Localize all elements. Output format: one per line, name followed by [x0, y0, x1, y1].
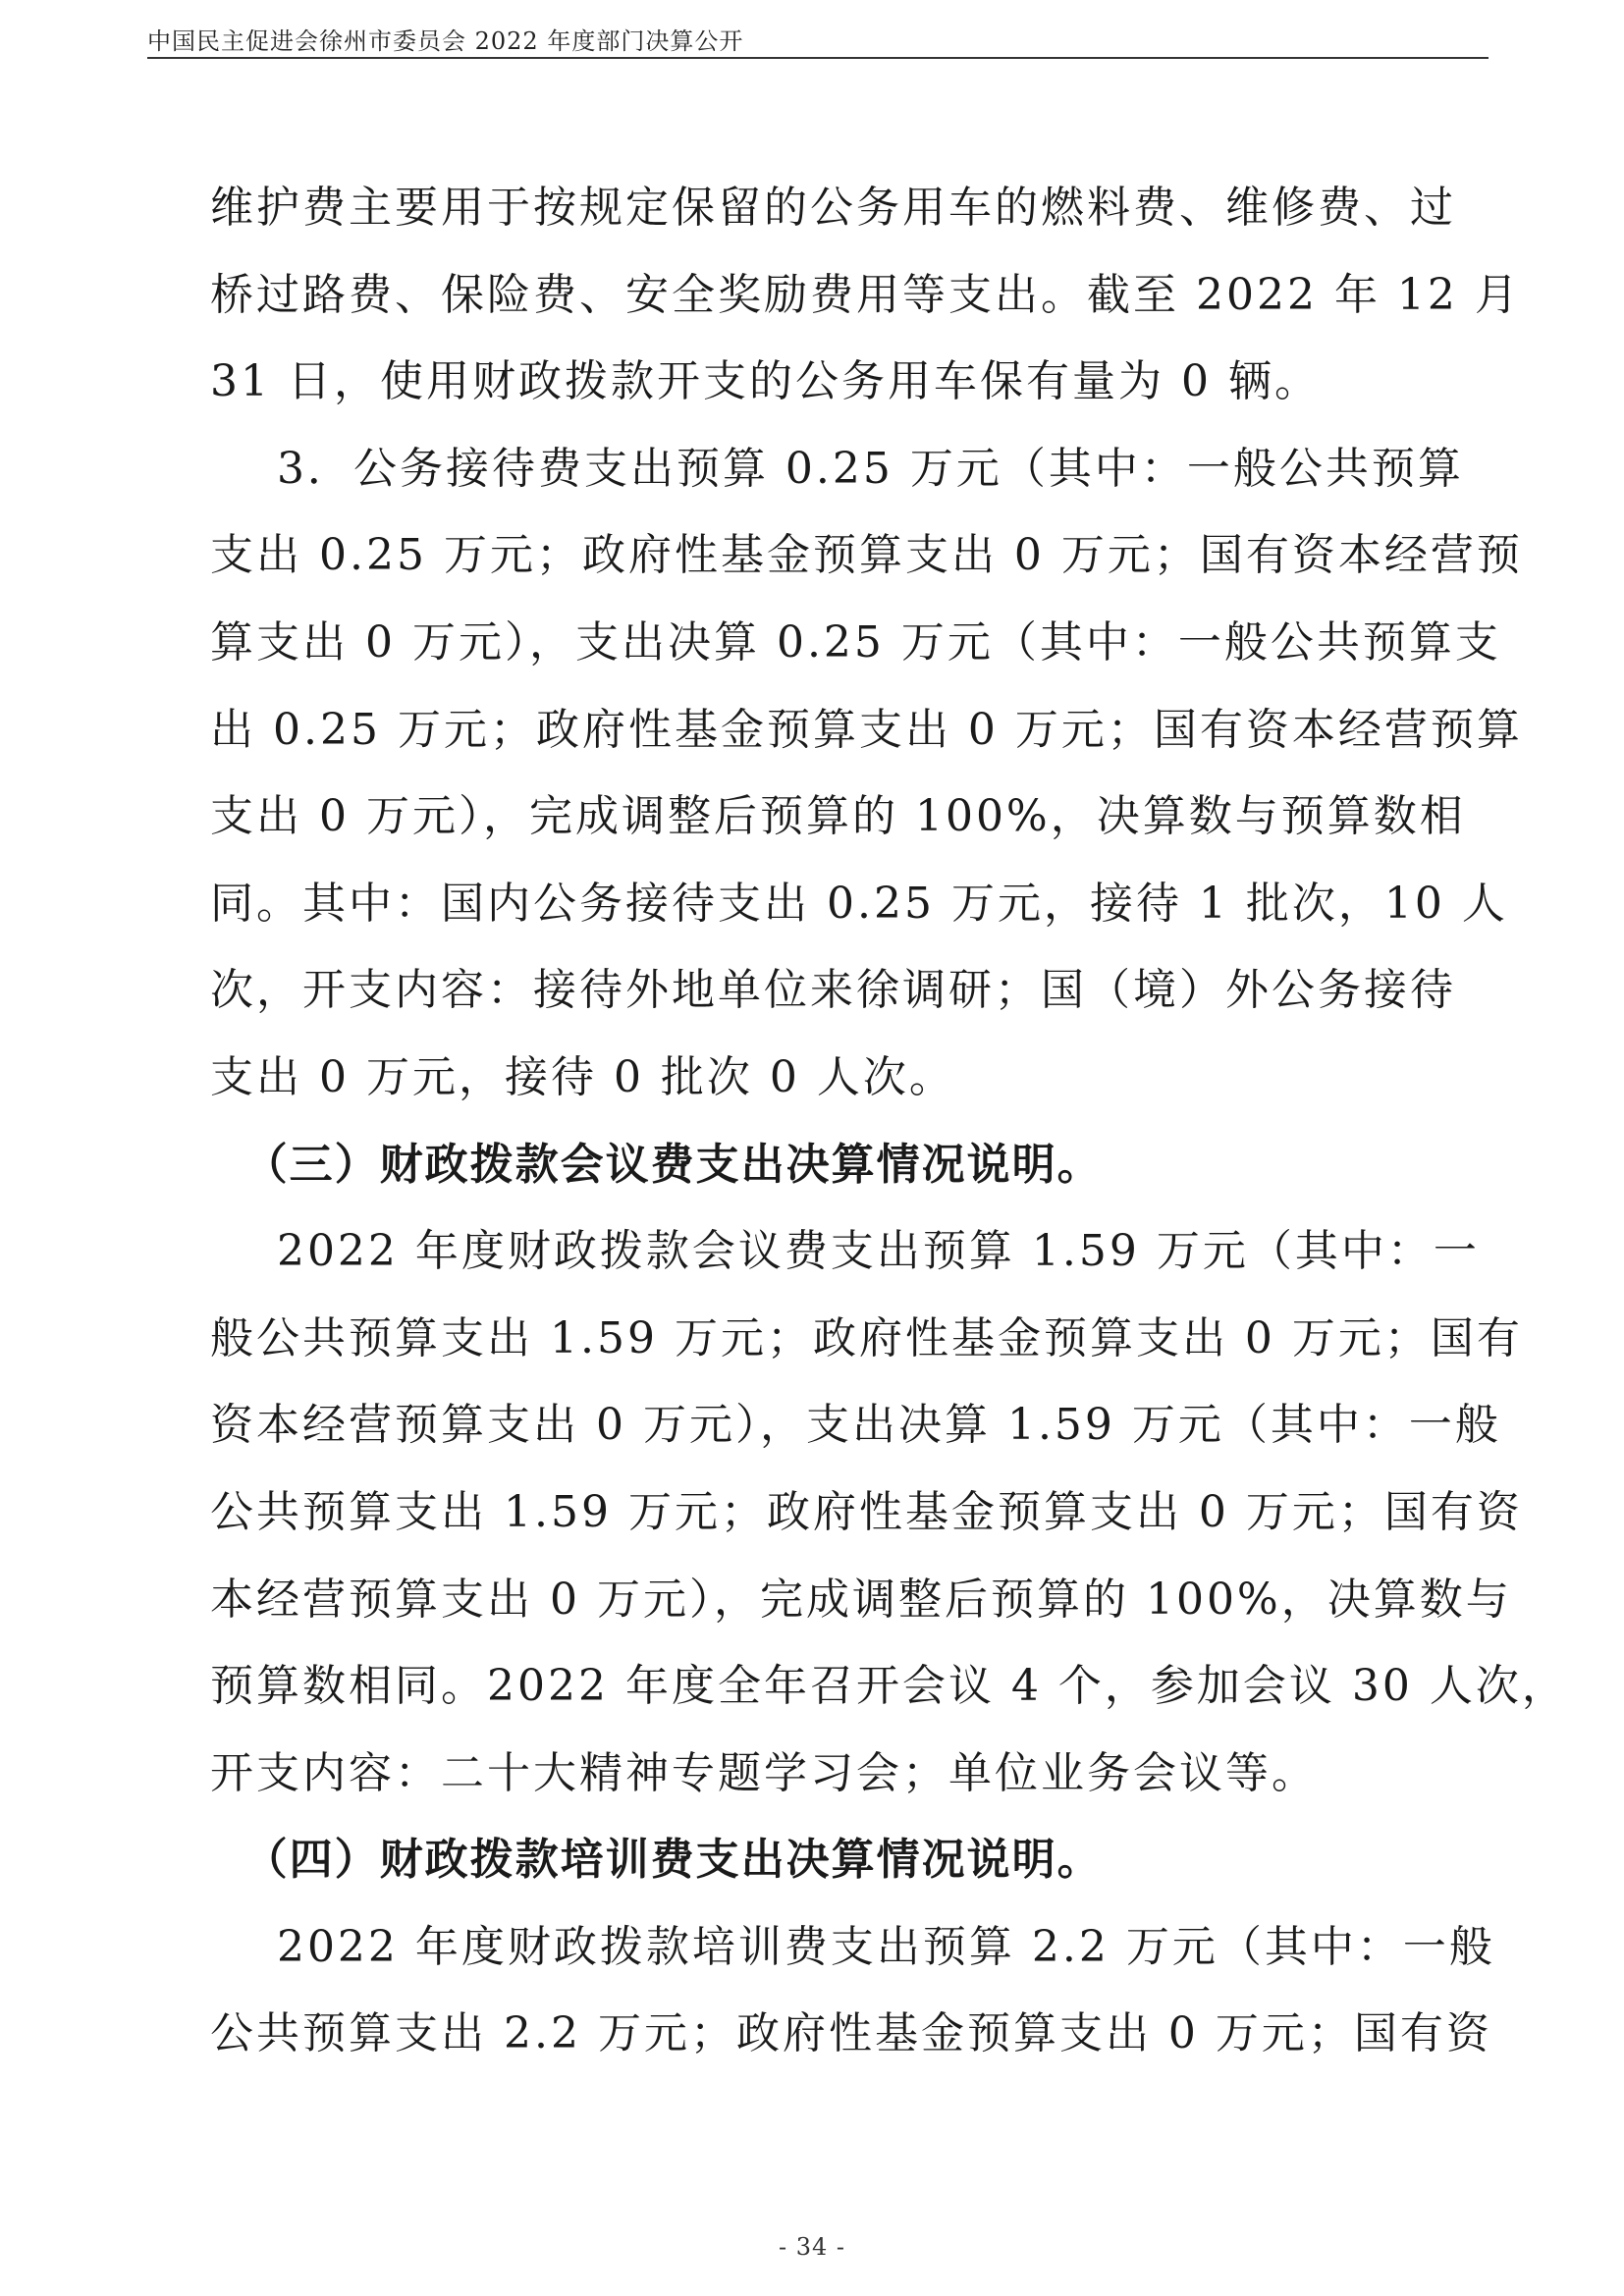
paragraph-line: 次，开支内容：接待外地单位来徐调研；国（境）外公务接待: [210, 965, 1456, 1016]
paragraph-line: 出 0.25 万元；政府性基金预算支出 0 万元；国有资本经营预算: [210, 704, 1523, 755]
section-heading-meeting-fees: （三）财政拨款会议费支出决算情况说明。: [210, 1139, 1103, 1190]
paragraph-line: 预算数相同。2022 年度全年召开会议 4 个，参加会议 30 人次，: [210, 1661, 1568, 1712]
paragraph-line: 支出 0 万元），完成调整后预算的 100%，决算数与预算数相: [210, 791, 1466, 842]
paragraph-line: 支出 0 万元，接待 0 批次 0 人次。: [210, 1051, 955, 1102]
paragraph-line: 本经营预算支出 0 万元），完成调整后预算的 100%，决算数与: [210, 1574, 1512, 1625]
paragraph-line: 开支内容：二十大精神专题学习会；单位业务会议等。: [210, 1747, 1318, 1798]
paragraph-line: 资本经营预算支出 0 万元），支出决算 1.59 万元（其中：一般: [210, 1400, 1501, 1451]
document-body: [210, 183, 1568, 2100]
paragraph-line: 31 日，使用财政拨款开支的公务用车保有量为 0 辆。: [210, 356, 1321, 407]
paragraph-line: 维护费主要用于按规定保留的公务用车的燃料费、维修费、过: [210, 183, 1456, 233]
paragraph-line: 公共预算支出 1.59 万元；政府性基金预算支出 0 万元；国有资: [210, 1486, 1523, 1537]
paragraph-line: 般公共预算支出 1.59 万元；政府性基金预算支出 0 万元；国有: [210, 1312, 1523, 1363]
header-divider: [147, 57, 1489, 59]
document-header-title: 中国民主促进会徐州市委员会 2022 年度部门决算公开: [147, 27, 744, 55]
paragraph-line: 2022 年度财政拨款培训费支出预算 2.2 万元（其中：一般: [210, 1921, 1495, 1972]
paragraph-line: 3．公务接待费支出预算 0.25 万元（其中：一般公共预算: [210, 443, 1464, 494]
paragraph-line: 支出 0.25 万元；政府性基金预算支出 0 万元；国有资本经营预: [210, 530, 1523, 581]
paragraph-line: 2022 年度财政拨款会议费支出预算 1.59 万元（其中：一: [210, 1226, 1480, 1277]
paragraph-line: 同。其中：国内公务接待支出 0.25 万元，接待 1 批次，10 人: [210, 878, 1508, 929]
paragraph-line: 桥过路费、保险费、安全奖励费用等支出。截至 2022 年 12 月: [210, 269, 1521, 320]
section-heading-training-fees: （四）财政拨款培训费支出决算情况说明。: [210, 1835, 1103, 1886]
page-number: - 34 -: [778, 2233, 845, 2261]
paragraph-line: 公共预算支出 2.2 万元；政府性基金预算支出 0 万元；国有资: [210, 2008, 1492, 2059]
paragraph-line: 算支出 0 万元），支出决算 0.25 万元（其中：一般公共预算支: [210, 616, 1501, 667]
